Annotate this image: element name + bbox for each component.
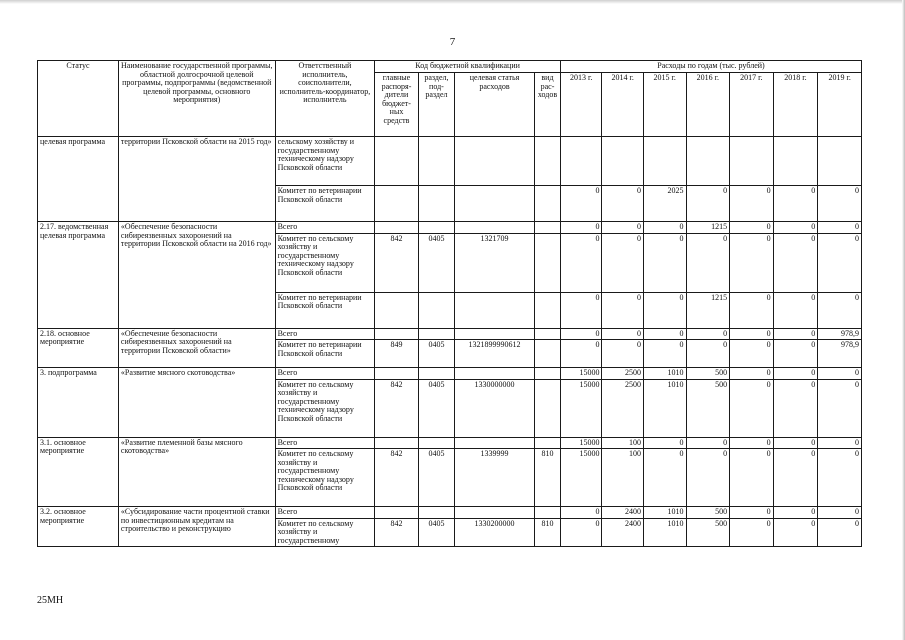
total-label: Всего <box>275 368 375 380</box>
header-year: 2017 г. <box>730 73 774 137</box>
total-value: 0 <box>730 222 774 234</box>
total-value: 0 <box>818 222 862 234</box>
code-cell: 1339999 <box>455 449 535 507</box>
header-year: 2014 г. <box>602 73 644 137</box>
value-cell: 0 <box>773 292 818 328</box>
code-cell: 842 <box>375 379 419 437</box>
total-value: 2500 <box>602 368 644 380</box>
table-row <box>38 137 862 186</box>
table-row <box>38 507 862 519</box>
code-cell: 1330000000 <box>455 379 535 437</box>
total-value: 0 <box>730 437 774 449</box>
code-cell: 0405 <box>418 340 454 368</box>
table-row <box>38 328 862 340</box>
value-cell: 0 <box>773 233 818 292</box>
value-cell: 1010 <box>643 518 686 547</box>
executor-cell: Комитет по ветеринарии Псковской области <box>275 186 375 222</box>
executor-cell: Комитет по ветеринарии Псковской области <box>275 292 375 328</box>
header-status: Статус <box>38 61 119 137</box>
value-cell: 0 <box>643 449 686 507</box>
total-value: 1010 <box>643 368 686 380</box>
executor-cell: Комитет по сельскому хозяйству и государственному техническому надзору Псковской области <box>275 449 375 507</box>
header-code-group: Код бюджетной квалификации <box>375 61 561 73</box>
page-number: 7 <box>449 36 456 48</box>
code-cell: 842 <box>375 449 419 507</box>
value-cell: 0 <box>818 379 862 437</box>
name-cell: «Развитие мясного скотоводства» <box>118 368 275 438</box>
code-cell <box>534 379 560 437</box>
total-value: 0 <box>773 507 818 519</box>
total-value: 1215 <box>686 222 730 234</box>
status-cell: 3. подпрограмма <box>38 368 119 438</box>
code-cell <box>534 340 560 368</box>
value-cell: 100 <box>602 449 644 507</box>
value-cell: 0 <box>686 186 730 222</box>
table-row <box>38 222 862 234</box>
value-cell: 0 <box>560 292 602 328</box>
executor-cell: Комитет по сельскому хозяйству и государственному техническому надзору Псковской области <box>275 233 375 292</box>
header-year: 2019 г. <box>818 73 862 137</box>
total-value: 0 <box>560 507 602 519</box>
header-executor: Ответственный исполнитель, соисполнители, исполнитель-координатор, исполнитель <box>275 61 375 137</box>
total-value: 0 <box>643 437 686 449</box>
total-value: 0 <box>602 222 644 234</box>
scan-edge-top <box>0 0 905 4</box>
value-cell: 1215 <box>686 292 730 328</box>
code-cell: 1321709 <box>455 233 535 292</box>
value-cell: 15000 <box>560 379 602 437</box>
value-cell: 978,9 <box>818 340 862 368</box>
value-cell: 0 <box>602 186 644 222</box>
total-label: Всего <box>275 328 375 340</box>
name-cell: территории Псковской области на 2015 год» <box>118 137 275 222</box>
header-name: Наименование государственной программы, областной долгосрочной целевой программы, подпрограммы (ведомственной целевой программы, основного мероприятия) <box>118 61 275 137</box>
value-cell: 0 <box>730 518 774 547</box>
value-cell: 0 <box>773 186 818 222</box>
value-cell: 0 <box>730 340 774 368</box>
value-cell: 0 <box>560 186 602 222</box>
total-value: 0 <box>643 328 686 340</box>
value-cell: 0 <box>730 233 774 292</box>
value-cell: 0 <box>643 292 686 328</box>
table-row <box>38 437 862 449</box>
header-code-col: главные распоря-дители бюджет-ных средств <box>375 73 419 137</box>
value-cell: 2500 <box>602 379 644 437</box>
total-value: 0 <box>773 328 818 340</box>
total-value: 15000 <box>560 368 602 380</box>
status-cell: 3.1. основное мероприятие <box>38 437 119 507</box>
table-row <box>38 368 862 380</box>
name-cell: «Развитие племенной базы мясного скотоводства» <box>118 437 275 507</box>
value-cell: 0 <box>602 233 644 292</box>
total-value: 0 <box>560 328 602 340</box>
value-cell: 0 <box>773 340 818 368</box>
total-value: 15000 <box>560 437 602 449</box>
value-cell: 0 <box>560 518 602 547</box>
total-value: 2400 <box>602 507 644 519</box>
value-cell: 0 <box>773 518 818 547</box>
value-cell: 0 <box>818 233 862 292</box>
status-cell: 2.18. основное мероприятие <box>38 328 119 368</box>
total-value: 1010 <box>643 507 686 519</box>
value-cell: 0 <box>602 340 644 368</box>
executor-cell: сельскому хозяйству и государственному техническому надзору Псковской области <box>275 137 375 186</box>
value-cell: 2025 <box>643 186 686 222</box>
value-cell: 15000 <box>560 449 602 507</box>
executor-cell: Комитет по ветеринарии Псковской области <box>275 340 375 368</box>
header-code-col: вид рас-ходов <box>534 73 560 137</box>
total-value: 0 <box>686 437 730 449</box>
value-cell: 0 <box>818 449 862 507</box>
table-header <box>38 61 862 137</box>
value-cell: 500 <box>686 518 730 547</box>
total-value: 0 <box>773 437 818 449</box>
value-cell: 0 <box>818 518 862 547</box>
code-cell: 0405 <box>418 379 454 437</box>
budget-table <box>37 60 862 547</box>
total-value: 0 <box>602 328 644 340</box>
value-cell: 0 <box>560 233 602 292</box>
header-year: 2018 г. <box>773 73 818 137</box>
code-cell: 1330200000 <box>455 518 535 547</box>
total-value: 0 <box>818 507 862 519</box>
value-cell: 0 <box>643 340 686 368</box>
total-value: 978,9 <box>818 328 862 340</box>
executor-cell: Комитет по сельскому хозяйству и государственному техническому надзору Псковской области <box>275 379 375 437</box>
value-cell: 2400 <box>602 518 644 547</box>
value-cell: 500 <box>686 379 730 437</box>
code-cell: 849 <box>375 340 419 368</box>
value-cell: 0 <box>818 186 862 222</box>
value-cell: 0 <box>773 379 818 437</box>
total-value: 0 <box>730 507 774 519</box>
value-cell: 0 <box>560 340 602 368</box>
code-cell: 810 <box>534 518 560 547</box>
total-value: 0 <box>773 368 818 380</box>
total-label: Всего <box>275 507 375 519</box>
header-code-col: раздел, под-раздел <box>418 73 454 137</box>
code-cell <box>534 233 560 292</box>
total-value: 0 <box>818 437 862 449</box>
value-cell: 0 <box>602 292 644 328</box>
value-cell: 0 <box>686 449 730 507</box>
value-cell: 0 <box>773 449 818 507</box>
value-cell: 0 <box>730 449 774 507</box>
code-cell: 0405 <box>418 518 454 547</box>
value-cell: 0 <box>818 292 862 328</box>
status-cell: целевая программа <box>38 137 119 222</box>
status-cell: 2.17. ведомственная целевая программа <box>38 222 119 329</box>
name-cell: «Субсидирование части процентной ставки по инвестиционным кредитам на строительство и реконструкцию <box>118 507 275 547</box>
footer-code: 25МН <box>37 595 64 606</box>
code-cell: 0405 <box>418 233 454 292</box>
name-cell: «Обеспечение безопасности сибиреязвенных захоронений на территории Псковской области на 2016 год» <box>118 222 275 329</box>
value-cell: 0 <box>730 379 774 437</box>
executor-cell: Комитет по сельскому хозяйству и государственному <box>275 518 375 547</box>
total-label: Всего <box>275 437 375 449</box>
value-cell: 0 <box>686 233 730 292</box>
header-code-col: целевая статья расходов <box>455 73 535 137</box>
header-year: 2013 г. <box>560 73 602 137</box>
code-cell: 842 <box>375 233 419 292</box>
header-years-group: Расходы по годам (тыс. рублей) <box>560 61 861 73</box>
code-cell: 0405 <box>418 449 454 507</box>
value-cell: 0 <box>686 340 730 368</box>
code-cell: 1321899990612 <box>455 340 535 368</box>
total-value: 0 <box>560 222 602 234</box>
total-value: 0 <box>730 368 774 380</box>
total-value: 0 <box>818 368 862 380</box>
total-value: 500 <box>686 368 730 380</box>
total-label: Всего <box>275 222 375 234</box>
total-value: 0 <box>643 222 686 234</box>
total-value: 0 <box>773 222 818 234</box>
value-cell: 1010 <box>643 379 686 437</box>
total-value: 0 <box>730 328 774 340</box>
name-cell: «Обеспечение безопасности сибиреязвенных захоронений на территории Псковской области» <box>118 328 275 368</box>
total-value: 0 <box>686 328 730 340</box>
total-value: 500 <box>686 507 730 519</box>
header-year: 2016 г. <box>686 73 730 137</box>
value-cell: 0 <box>730 186 774 222</box>
header-year: 2015 г. <box>643 73 686 137</box>
code-cell: 842 <box>375 518 419 547</box>
total-value: 100 <box>602 437 644 449</box>
code-cell: 810 <box>534 449 560 507</box>
value-cell: 0 <box>643 233 686 292</box>
status-cell: 3.2. основное мероприятие <box>38 507 119 547</box>
value-cell: 0 <box>730 292 774 328</box>
